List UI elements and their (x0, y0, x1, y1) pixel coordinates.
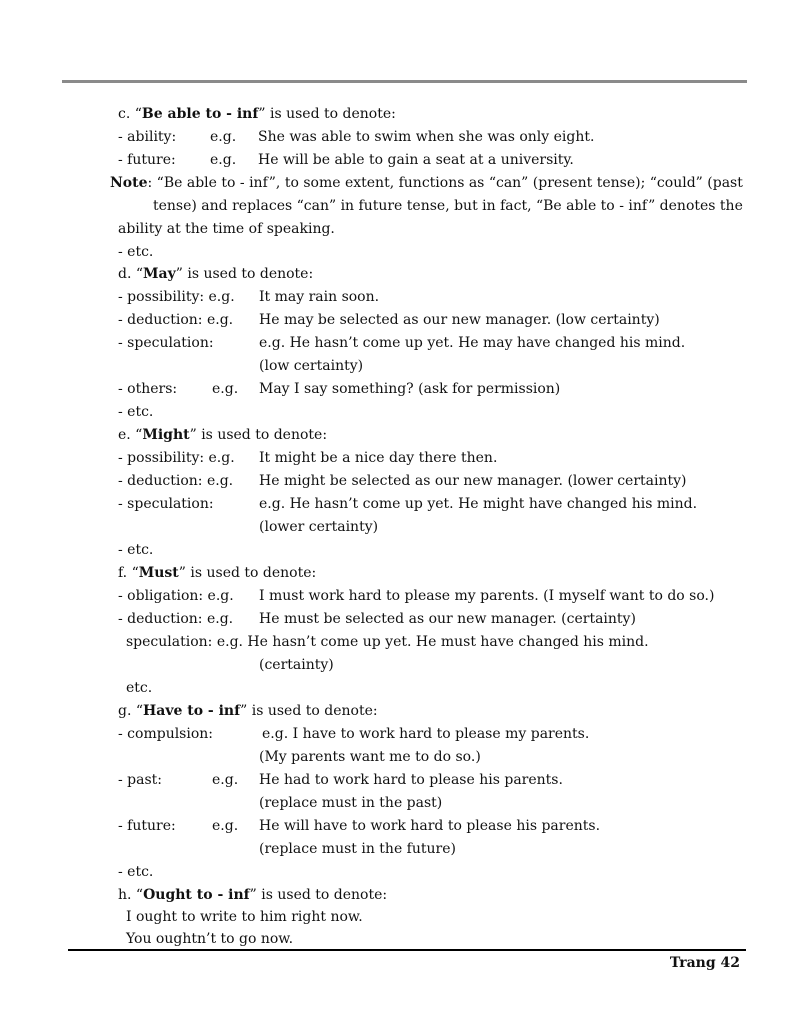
section-f-heading: f. “Must” is used to denote: (118, 565, 317, 581)
note-line-2: tense) and replaces “can” in future tense, but in fact, “Be able to - inf” denotes the (153, 198, 743, 214)
list-item-text: I must work hard to please my parents. (I myself want to do so.) (259, 588, 715, 604)
eg-label: e.g. (210, 152, 237, 168)
list-item-continuation: (certainty) (259, 657, 334, 673)
etc-line: etc. (126, 680, 153, 696)
section-h-heading: h. “Ought to - inf” is used to denote: (118, 887, 388, 903)
eg-label: e.g. (212, 772, 239, 788)
note-line-1: Note: “Be able to - inf”, to some extent, functions as “can” (present tense); “could” (past (110, 175, 743, 191)
list-item-label: - others: (118, 381, 178, 397)
list-item-text: He must be selected as our new manager. (certainty) (259, 611, 636, 627)
eg-label: e.g. (210, 129, 237, 145)
list-item-text: e.g. He hasn’t come up yet. He may have changed his mind. (259, 335, 686, 351)
list-item-text: She was able to swim when she was only eight. (258, 129, 595, 145)
list-item-label: - deduction: e.g. (118, 473, 234, 489)
list-item-continuation: (low certainty) (259, 358, 364, 374)
list-item-label: - possibility: e.g. (118, 450, 235, 466)
list-item-label: - past: (118, 772, 163, 788)
eg-label: e.g. (212, 818, 239, 834)
list-item-text: May I say something? (ask for permission) (259, 381, 561, 397)
list-item-continuation: (lower certainty) (259, 519, 379, 535)
header-rule (62, 80, 747, 83)
list-item-label: - obligation: e.g. (118, 588, 234, 604)
list-item-text: He had to work hard to please his parents. (259, 772, 563, 788)
list-item-label: - possibility: e.g. (118, 289, 235, 305)
list-item-label: - ability: (118, 129, 177, 145)
list-item-label: - future: (118, 152, 176, 168)
list-item-text: It may rain soon. (259, 289, 380, 305)
list-item-text: He may be selected as our new manager. (low certainty) (259, 312, 660, 328)
list-item-continuation: (replace must in the future) (259, 841, 456, 857)
list-item-label: - speculation: (118, 335, 214, 351)
note-line-3: ability at the time of speaking. (118, 221, 335, 237)
etc-line: - etc. (118, 864, 154, 880)
section-e-heading: e. “Might” is used to denote: (118, 427, 328, 443)
list-item-text: e.g. He hasn’t come up yet. He might have changed his mind. (259, 496, 698, 512)
section-g-heading: g. “Have to - inf” is used to denote: (118, 703, 378, 719)
list-item-continuation: (My parents want me to do so.) (259, 749, 481, 765)
list-item-text: speculation: e.g. He hasn’t come up yet. He must have changed his mind. (126, 634, 649, 650)
etc-line: - etc. (118, 404, 154, 420)
list-item-label: - deduction: e.g. (118, 312, 234, 328)
list-item-label: - future: (118, 818, 176, 834)
eg-label: e.g. (212, 381, 239, 397)
example-line: You oughtn’t to go now. (126, 931, 294, 947)
list-item-text: It might be a nice day there then. (259, 450, 498, 466)
footer-rule (68, 949, 746, 951)
page-number: Trang 42 (669, 955, 740, 971)
list-item-label: - deduction: e.g. (118, 611, 234, 627)
example-line: I ought to write to him right now. (126, 909, 363, 925)
section-d-heading: d. “May” is used to denote: (118, 266, 314, 282)
list-item-label: - speculation: (118, 496, 214, 512)
etc-line: - etc. (118, 244, 154, 260)
list-item-label: - compulsion: (118, 726, 214, 742)
list-item-text: He will be able to gain a seat at a university. (258, 152, 574, 168)
list-item-text: He might be selected as our new manager. (lower certainty) (259, 473, 687, 489)
section-c-heading: c. “Be able to - inf” is used to denote: (118, 106, 396, 122)
list-item-continuation: (replace must in the past) (259, 795, 443, 811)
list-item-text: He will have to work hard to please his parents. (259, 818, 601, 834)
list-item-text: e.g. I have to work hard to please my parents. (262, 726, 590, 742)
etc-line: - etc. (118, 542, 154, 558)
